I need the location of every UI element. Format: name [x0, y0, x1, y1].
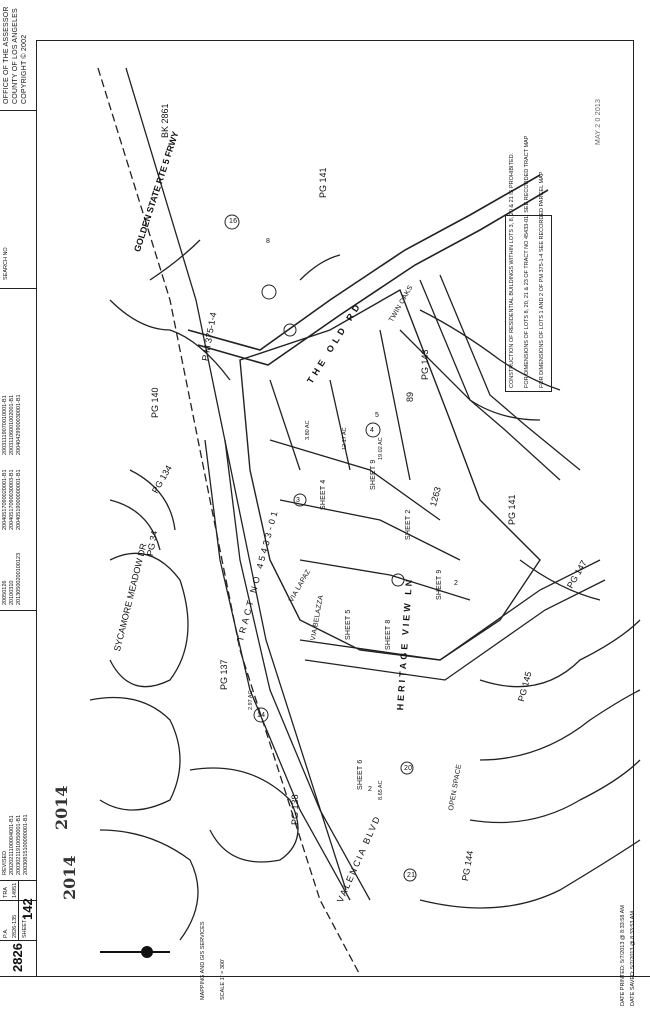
pa-label: P.A.: [3, 928, 9, 938]
parcel-number-4: 4: [370, 427, 375, 434]
pg-label-137: PG 137: [219, 659, 229, 690]
pg-label-134: PG 134: [150, 463, 174, 495]
parcel-number-1263: 1263: [428, 485, 443, 508]
book-number: 2826: [10, 943, 25, 972]
revised-label: REVISED: [2, 850, 8, 875]
sheet-label-9b: SHEET 9: [436, 569, 443, 600]
sheet-number: SHEET 1: [22, 915, 28, 938]
tra-label: TRA: [3, 887, 9, 898]
parcel-number-5: 5: [375, 412, 380, 419]
pg-label-141-bottom: PG 141: [507, 494, 517, 525]
pg-label-144: PG 144: [460, 849, 476, 882]
pg-label-141-top: PG 141: [318, 167, 328, 198]
lot-area-865ac: 8.65 AC: [378, 780, 384, 800]
parcel-number-2: 2: [368, 786, 373, 793]
revised-col-2c: 20040429900030001-B1: [16, 394, 22, 455]
sheet-label-2: SHEET 2: [405, 509, 412, 540]
date-saved: DATE SAVED: 5/7/2013 @ 8:33:53 AM: [630, 911, 636, 1006]
scale-label: SCALE 1" = 300': [220, 958, 226, 1000]
office-line-2: COUNTY OF LOS ANGELES: [12, 8, 19, 104]
year-stamp-top: 2014: [52, 785, 71, 830]
via-lapaz-label: VIA LAPAZ: [288, 568, 313, 604]
note-construction-1: CONSTRUCTION OF RESIDENTIAL BUILDINGS WITHIN LOTS 3, 8, 20 & 21 IS PROHIBITED.: [509, 152, 515, 388]
parcel-number-3: 3: [296, 497, 301, 504]
open-space-label: OPEN SPACE: [448, 763, 464, 812]
note-pm-dims: FOR DIMENSIONS OF LOTS 1 AND 2 OF PM 375-1-4 SEE RECORDED PARCEL MAP: [539, 171, 545, 388]
old-road-label: THE OLD RD: [305, 299, 364, 386]
freeway-label: GOLDEN STATE RTE 5 FRWY: [132, 130, 181, 254]
agency-label: MAPPING AND GIS SERVICES: [200, 921, 206, 1000]
pa-value: 2826-135: [12, 914, 18, 938]
page-number: 142: [20, 898, 35, 920]
office-line-1: OFFICE OF THE ASSESSOR: [3, 6, 10, 104]
revised-col-3b: 20040517090030003-B1: [9, 469, 15, 530]
valencia-label: VALENCIA BLVD: [335, 813, 383, 905]
sheet-label-8: SHEET 8: [385, 619, 392, 650]
revised-col-2a: 20031119070010001-B1: [2, 395, 8, 455]
sycamore-label: SYCAMORE MEADOW DR: [112, 542, 149, 653]
pm-label: P M 375-1-4: [200, 311, 219, 362]
revised-col-3a: 20040517090020001-B1: [2, 469, 8, 530]
lot-area-297ac: 2.97 AC: [248, 690, 254, 710]
parcel-number-8: 8: [266, 238, 271, 245]
date-printed: DATE PRINTED: 5/7/2013 @ 8:33:58 AM: [620, 905, 626, 1006]
revised-value-2: 20030211910050001-B1: [16, 814, 22, 875]
parcel-number-14: 14: [257, 712, 266, 719]
note-tract-dims: FOR DIMENSIONS OF LOTS 8, 20, 21 & 23 OF TRACT NO 45433-01, SEE RECORDED TRACT MAP: [524, 135, 530, 388]
sheet-label-4: SHEET 4: [320, 479, 327, 510]
lot-area-12ac: 12.17 AC: [342, 427, 348, 450]
twin-oaks-label: TWIN OAKS: [388, 284, 415, 324]
year-stamp-bottom: 2014: [60, 855, 79, 900]
heritage-label: HERITAGE VIEW LN: [395, 576, 415, 711]
pg-label-140: PG 140: [150, 387, 160, 418]
revised-col-4c: 20130500200100123: [16, 552, 22, 605]
lot-area-19ac: 19.02 AC: [378, 437, 384, 460]
tract-label: TRACT NO 45433-01: [235, 507, 281, 643]
revised-col-2b: 20031106001002001-B1: [9, 394, 15, 455]
via-belazza-label: VIA BELAZZA: [310, 594, 325, 642]
sheet-label-9: SHEET 9: [370, 459, 377, 490]
parcel-number-20: 20: [404, 765, 413, 772]
pg-label-138: PG 138: [290, 794, 300, 825]
tra-value: 14951: [12, 882, 18, 898]
parcel-number-16: 16: [229, 218, 238, 225]
parcel-number-89: 89: [405, 391, 415, 402]
revised-col-3c: 20040519000000001-B1: [16, 469, 22, 530]
pg-label-145: PG 145: [516, 670, 534, 703]
revised-col-4a: 20050126: [2, 580, 8, 605]
pg-label-143: PG 143: [420, 349, 430, 380]
search-label: SEARCH NO: [3, 247, 9, 280]
revised-col-4b: 20100310: [9, 580, 15, 605]
sheet-label-5: SHEET 5: [345, 609, 352, 640]
office-line-3: COPYRIGHT © 2002: [21, 34, 28, 104]
parcel-number-21: 21: [407, 872, 416, 879]
pg-label-147: PG 147: [565, 558, 589, 590]
lot-area-3ac: 3.80 AC: [305, 420, 311, 440]
revised-value-3: 20030815100090001-B1: [23, 814, 29, 875]
received-date-stamp: MAY 2 0 2013: [595, 98, 602, 145]
print-info-strip: [0, 976, 650, 1009]
book-ref-label: BK 2861: [160, 103, 170, 138]
revised-value-1: 20020211100004001-B1: [9, 815, 15, 875]
notes-box: [505, 135, 552, 392]
north-arrow-icon: [100, 947, 170, 957]
sheet-label-6: SHEET 6: [357, 759, 364, 790]
pg-label-34: PG 34: [145, 529, 160, 557]
parcel-number-2b: 2: [454, 580, 459, 587]
